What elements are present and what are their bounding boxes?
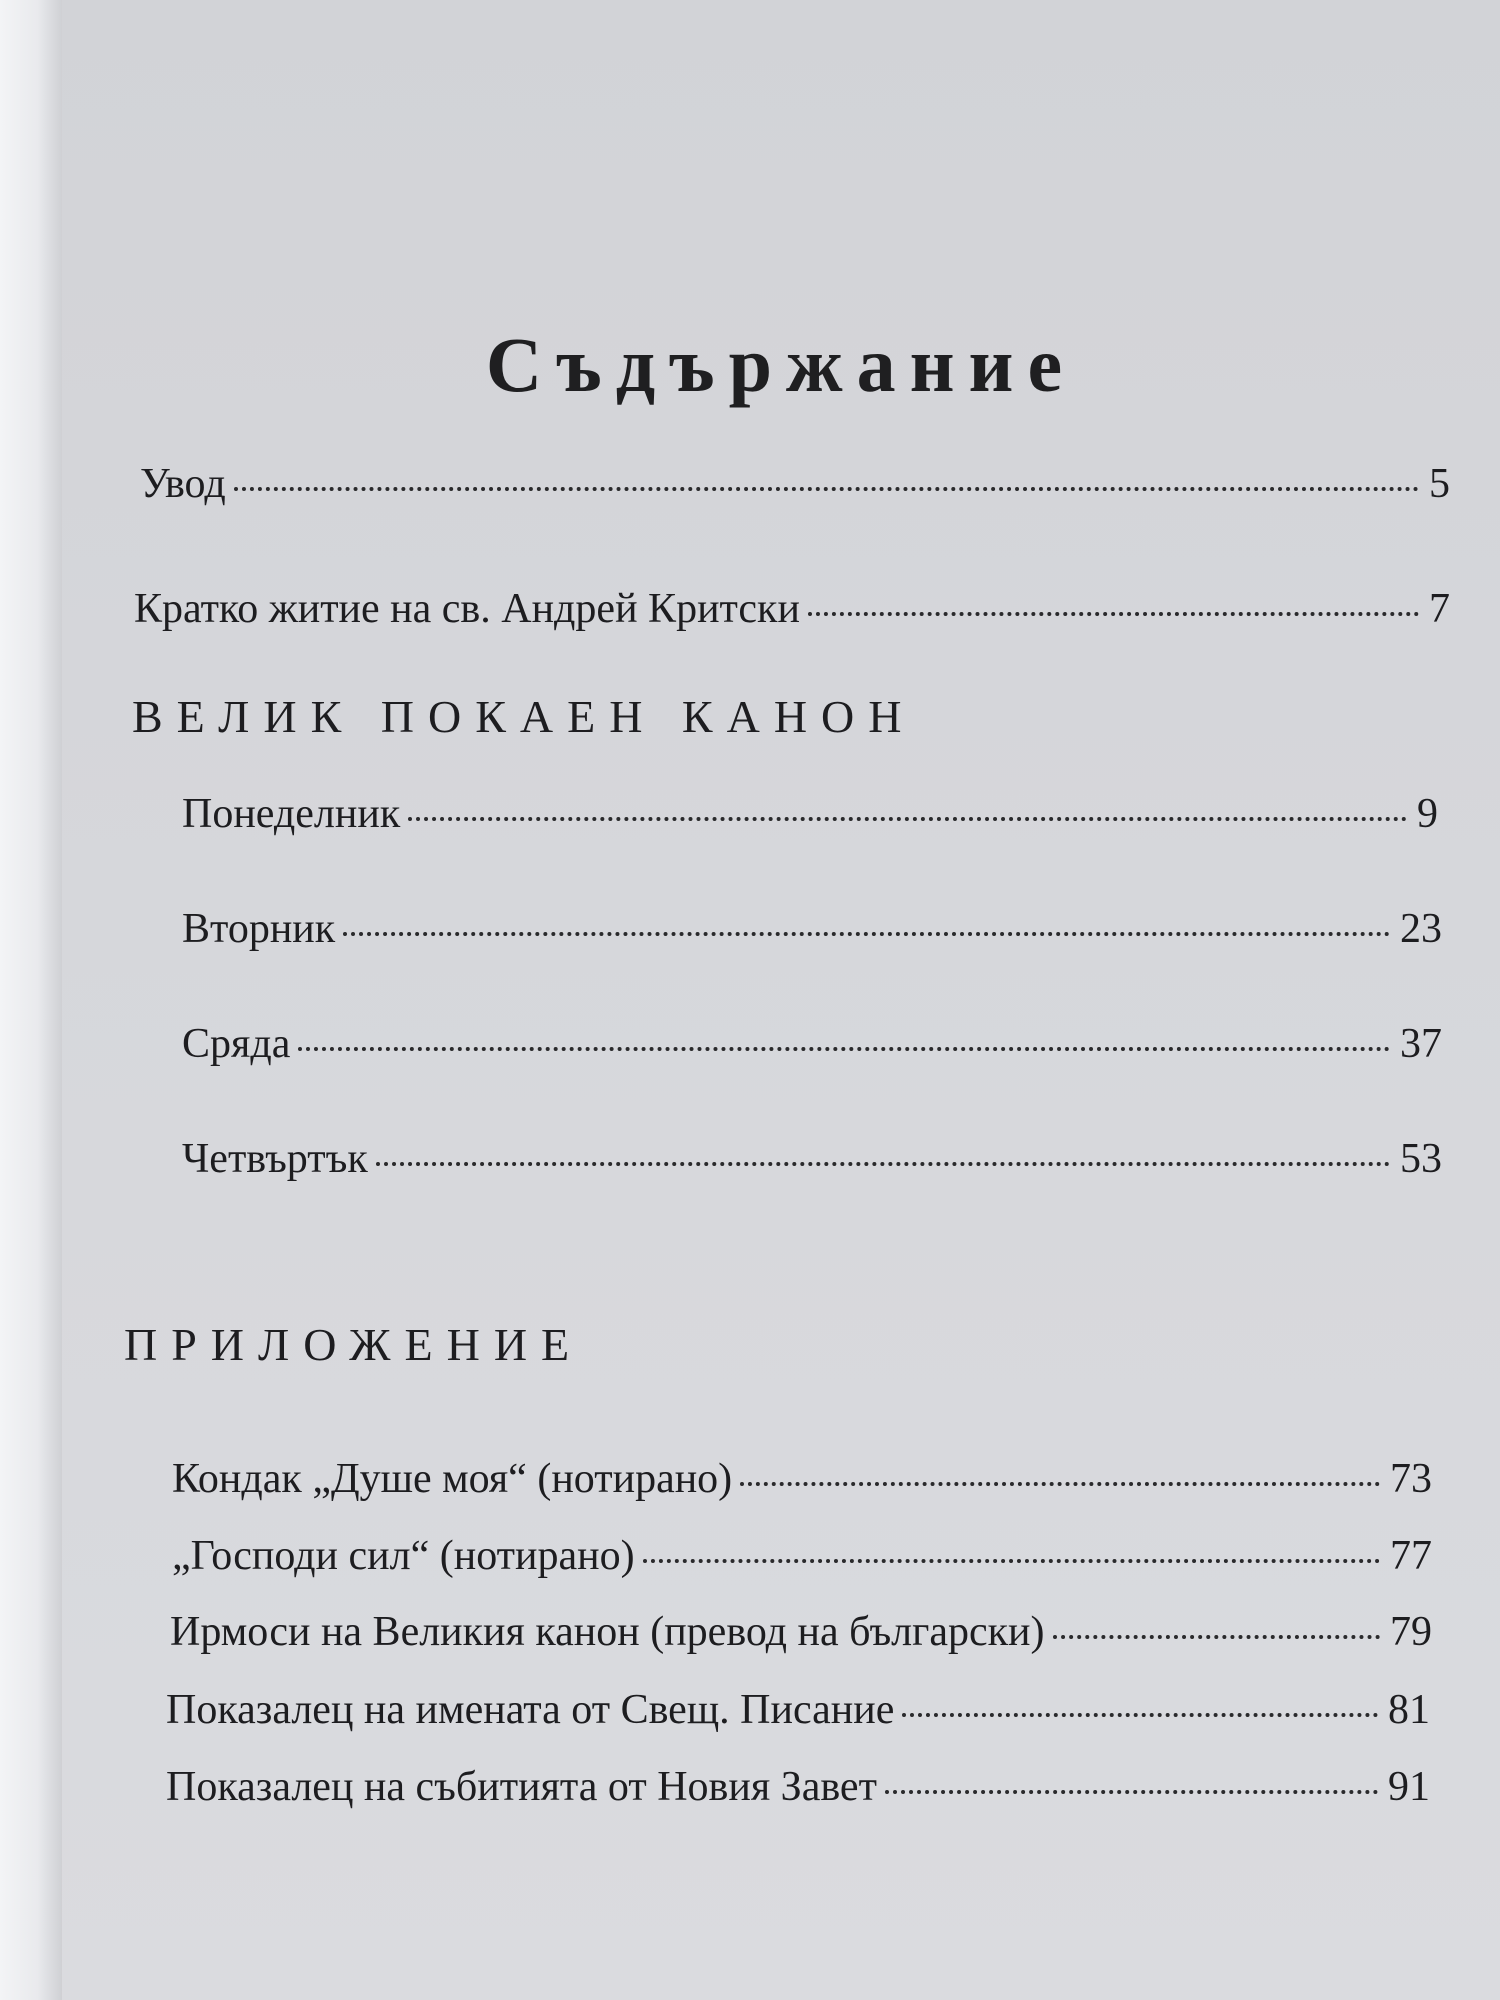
toc-entry-kondak bbox=[172, 1455, 1432, 1503]
toc-entry-label: Увод bbox=[140, 461, 226, 507]
dot-leader bbox=[343, 932, 1390, 936]
book-page bbox=[62, 0, 1500, 2000]
page-title: Съдържание bbox=[485, 321, 1077, 408]
toc-entry-page: 37 bbox=[1400, 1021, 1442, 1067]
section-heading-appendix: ПРИЛОЖЕНИЕ bbox=[124, 1319, 584, 1370]
toc-entry-intro bbox=[140, 460, 1450, 508]
toc-entry-life bbox=[134, 585, 1450, 633]
toc-entry-wednesday bbox=[182, 1020, 1442, 1068]
toc-entry-page: 77 bbox=[1390, 1533, 1432, 1579]
dot-leader bbox=[376, 1162, 1390, 1166]
dot-leader bbox=[740, 1482, 1380, 1486]
dot-leader bbox=[298, 1047, 1390, 1051]
toc-entry-page: 81 bbox=[1388, 1687, 1430, 1733]
toc-entry-gospodi-sil bbox=[172, 1532, 1432, 1580]
toc-entry-label: Четвъртък bbox=[182, 1136, 368, 1182]
toc-entry-label: Ирмоси на Великия канон (превод на български) bbox=[170, 1609, 1045, 1655]
toc-entry-thursday bbox=[182, 1135, 1442, 1183]
toc-entry-label: Сряда bbox=[182, 1021, 291, 1067]
toc-entry-irmosi bbox=[170, 1608, 1432, 1656]
toc-entry-events-index bbox=[166, 1763, 1430, 1811]
toc-entry-page: 5 bbox=[1429, 461, 1450, 507]
toc-entry-page: 53 bbox=[1400, 1136, 1442, 1182]
toc-entry-page: 23 bbox=[1400, 906, 1442, 952]
dot-leader bbox=[408, 817, 1407, 821]
toc-entry-label: „Господи сил“ (нотирано) bbox=[172, 1533, 635, 1579]
dot-leader bbox=[234, 487, 1419, 491]
toc-entry-tuesday bbox=[182, 905, 1442, 953]
toc-entry-page: 91 bbox=[1388, 1764, 1430, 1810]
toc-entry-label: Кратко житие на св. Андрей Критски bbox=[134, 586, 800, 632]
toc-entry-names-index bbox=[166, 1686, 1430, 1734]
toc-entry-monday bbox=[182, 790, 1438, 838]
dot-leader bbox=[808, 612, 1419, 616]
dot-leader bbox=[902, 1713, 1378, 1717]
toc-entry-page: 7 bbox=[1429, 586, 1450, 632]
toc-entry-label: Кондак „Душе моя“ (нотирано) bbox=[172, 1456, 733, 1502]
toc-entry-label: Понеделник bbox=[182, 791, 401, 837]
toc-entry-page: 73 bbox=[1390, 1456, 1432, 1502]
dot-leader bbox=[885, 1790, 1378, 1794]
dot-leader bbox=[1053, 1635, 1380, 1639]
book-gutter bbox=[0, 0, 62, 2000]
toc-entry-label: Показалец на имената от Свещ. Писание bbox=[166, 1687, 895, 1733]
dot-leader bbox=[643, 1559, 1380, 1563]
toc-entry-page: 79 bbox=[1390, 1609, 1432, 1655]
toc-entry-page: 9 bbox=[1417, 791, 1438, 837]
toc-entry-label: Вторник bbox=[182, 906, 336, 952]
toc-entry-label: Показалец на събитията от Новия Завет bbox=[166, 1764, 877, 1810]
section-heading-canon: ВЕЛИК ПОКАЕН КАНОН bbox=[132, 691, 916, 742]
